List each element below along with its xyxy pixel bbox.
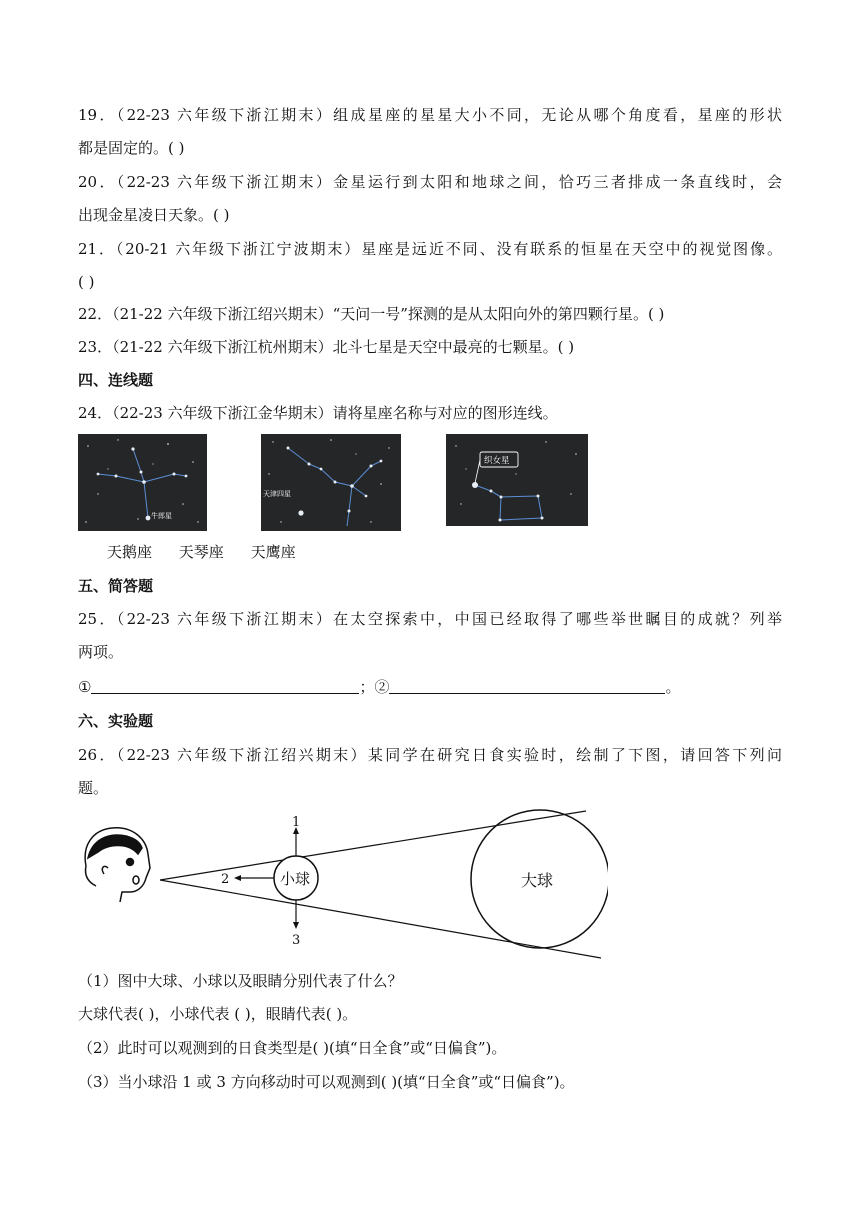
constellation-image-3	[446, 434, 588, 526]
q26-sub3: （3）当小球沿 1 或 3 方向移动时可以观测到( )(填“日全食”或“日偏食”)。	[78, 1073, 575, 1091]
q21-line1: 21．（20-21 六年级下浙江宁波期末）星座是远近不同、没有联系的恒星在天空中的视觉图像。	[78, 240, 782, 258]
q25-line2: 两项。	[78, 643, 124, 661]
altair-label: 牛郎星	[151, 512, 172, 520]
q24: 24．（22-23 六年级下浙江金华期末）请将星座名称与对应的图形连线。	[78, 404, 558, 422]
arrow-1-label: 1	[292, 815, 301, 830]
name-aquila: 天鹰座	[250, 543, 296, 561]
constellation-image-2	[261, 434, 401, 531]
answer-end: 。	[665, 678, 681, 696]
answer-separator: ；②	[359, 678, 390, 696]
q26-sub2: （2）此时可以观测到的日食类型是( )(填“日全食”或“日偏食”)。	[78, 1039, 507, 1057]
name-lyra: 天琴座	[178, 543, 224, 561]
constellation-names	[107, 541, 318, 562]
q23: 23．（21-22 六年级下浙江杭州期末）北斗七星是天空中最亮的七颗星。( )	[78, 338, 575, 356]
answer-blank-2[interactable]	[389, 677, 665, 694]
boy-eye-figure	[85, 828, 150, 902]
q19-line2: 都是固定的。( )	[78, 139, 185, 157]
q26-line2: 题。	[78, 779, 109, 797]
q25-line1: 25．（22-23 六年级下浙江期末）在太空探索中，中国已经取得了哪些举世瞩目的成就？列举	[78, 610, 782, 628]
arrow-3-label: 3	[292, 933, 301, 948]
small-ball-label: 小球	[280, 870, 311, 888]
q26-sub1-answer: 大球代表( )，小球代表 ( )，眼睛代表( )。	[78, 1005, 358, 1023]
q26-line1: 26．（22-23 六年级下浙江绍兴期末）某同学在研究日食实验时，绘制了下图，请回答下列问	[78, 746, 782, 764]
q22: 22．（21-22 六年级下浙江绍兴期末）“天问一号”探测的是从太阳向外的第四颗行星。( )	[78, 305, 665, 323]
q25-answer-line	[78, 676, 782, 698]
deneb-label: 天津四星	[263, 490, 291, 498]
q20-line2: 出现金星凌日天象。( )	[78, 206, 230, 224]
q20-line1: 20．（22-23 六年级下浙江期末）金星运行到太阳和地球之间，恰巧三者排成一条直线时，会	[78, 173, 782, 191]
constellation-image-1	[78, 434, 207, 531]
eclipse-diagram	[78, 806, 608, 970]
q26-sub1: （1）图中大球、小球以及眼睛分别代表了什么？	[78, 972, 403, 990]
arrow-2-label: 2	[221, 872, 230, 887]
section6-heading: 六、实验题	[78, 712, 154, 730]
answer-mark-1: ①	[78, 678, 92, 696]
name-cygnus: 天鹅座	[107, 543, 153, 561]
section5-heading: 五、简答题	[78, 577, 154, 595]
section4-heading: 四、连线题	[78, 371, 154, 389]
vega-label: 织女星	[484, 456, 510, 466]
answer-blank-1[interactable]	[91, 677, 359, 694]
big-ball-label: 大球	[521, 871, 554, 890]
q19-line1: 19．（22-23 六年级下浙江期末）组成星座的星星大小不同，无论从哪个角度看，星座的形状	[78, 106, 782, 124]
q21-line2: ( )	[78, 273, 95, 291]
